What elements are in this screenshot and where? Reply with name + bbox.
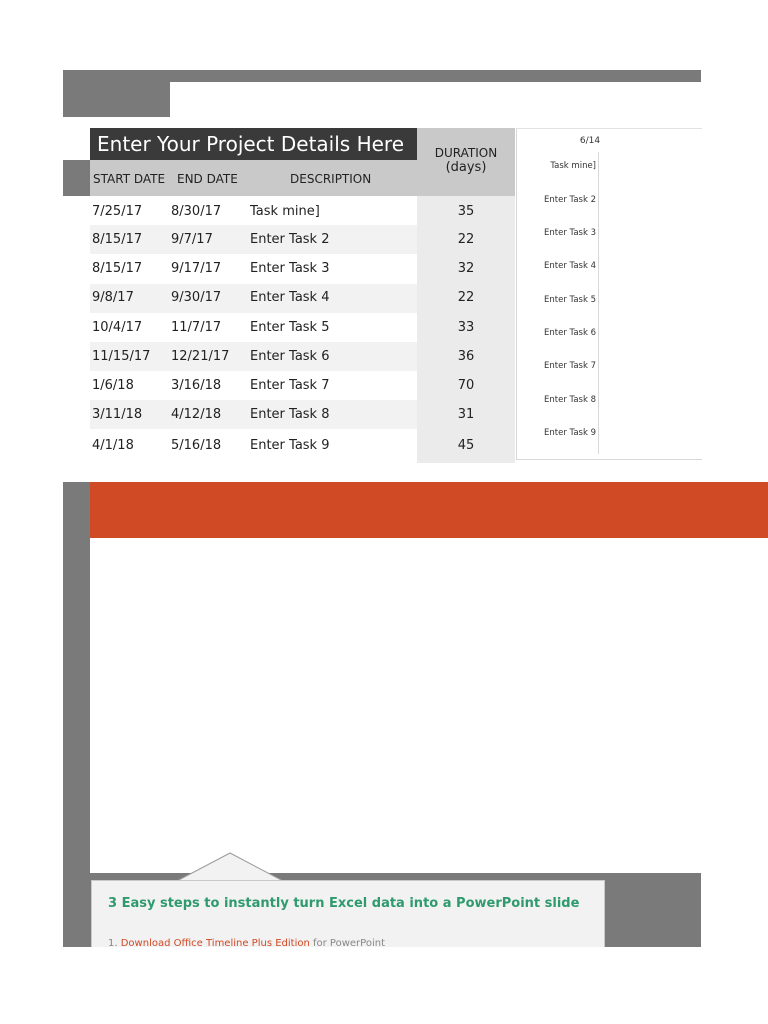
cell-description[interactable]: Enter Task 2	[250, 232, 330, 247]
gantt-preview-panel	[516, 128, 702, 460]
gantt-task-label: Enter Task 5	[544, 295, 596, 305]
gantt-task-label: Enter Task 2	[544, 195, 596, 205]
cell-duration[interactable]: 45	[457, 438, 475, 453]
callout-box	[91, 880, 605, 947]
download-link[interactable]: Download Office Timeline Plus Edition	[120, 938, 310, 947]
cell-description[interactable]: Enter Task 7	[250, 378, 330, 393]
gantt-task-label: Enter Task 4	[544, 261, 596, 271]
gantt-task-label: Task mine]	[550, 161, 596, 171]
cell-end-date[interactable]: 9/30/17	[171, 290, 222, 305]
cell-duration[interactable]: 70	[457, 378, 475, 393]
cell-end-date[interactable]: 3/16/18	[171, 378, 222, 393]
cell-duration[interactable]: 36	[457, 349, 475, 364]
cell-start-date[interactable]: 3/11/18	[92, 407, 143, 422]
cell-end-date[interactable]: 11/7/17	[171, 320, 222, 335]
gantt-task-label: Enter Task 9	[544, 428, 596, 438]
cell-duration[interactable]: 22	[457, 290, 475, 305]
cell-start-date[interactable]: 1/6/18	[92, 378, 134, 393]
cell-duration[interactable]: 22	[457, 232, 475, 247]
header-duration-unit: (days)	[445, 160, 487, 175]
header-start-date: START DATE	[93, 172, 166, 186]
gantt-task-label: Enter Task 3	[544, 228, 596, 238]
callout-pointer-icon	[175, 852, 285, 882]
gantt-task-label: Enter Task 8	[544, 395, 596, 405]
top-grey-block	[63, 82, 170, 117]
step-number: 1.	[108, 938, 118, 947]
cell-end-date[interactable]: 4/12/18	[171, 407, 222, 422]
cell-duration[interactable]: 35	[457, 204, 475, 219]
cell-start-date[interactable]: 8/15/17	[92, 261, 143, 276]
cell-duration[interactable]: 33	[457, 320, 475, 335]
cell-end-date[interactable]: 5/16/18	[171, 438, 222, 453]
gantt-axis-line	[598, 152, 599, 454]
cell-duration[interactable]: 31	[457, 407, 475, 422]
cell-start-date[interactable]: 7/25/17	[92, 204, 143, 219]
gantt-task-label: Enter Task 7	[544, 361, 596, 371]
cell-start-date[interactable]: 8/15/17	[92, 232, 143, 247]
callout-title: 3 Easy steps to instantly turn Excel data into a PowerPoint slide	[108, 896, 580, 911]
cell-end-date[interactable]: 12/21/17	[171, 349, 230, 364]
header-end-date: END DATE	[177, 172, 238, 186]
cell-duration[interactable]: 32	[457, 261, 475, 276]
cell-start-date[interactable]: 4/1/18	[92, 438, 134, 453]
gantt-date-label: 6/14	[579, 136, 601, 146]
cell-description[interactable]: Enter Task 6	[250, 349, 330, 364]
left-grey-rail	[63, 482, 90, 947]
cell-description[interactable]: Enter Task 9	[250, 438, 330, 453]
cell-end-date[interactable]: 9/7/17	[171, 232, 213, 247]
header-description: DESCRIPTION	[290, 172, 372, 186]
cell-description[interactable]: Enter Task 3	[250, 261, 330, 276]
header-duration-label: DURATION	[434, 146, 498, 160]
callout-step-1	[108, 938, 385, 947]
cell-start-date[interactable]: 9/8/17	[92, 290, 134, 305]
cell-description[interactable]: Task mine]	[250, 204, 320, 219]
cell-description[interactable]: Enter Task 8	[250, 407, 330, 422]
cell-description[interactable]: Enter Task 5	[250, 320, 330, 335]
cell-end-date[interactable]: 9/17/17	[171, 261, 222, 276]
top-grey-bar	[63, 70, 701, 82]
left-grey-notch	[63, 160, 90, 196]
gantt-task-label: Enter Task 6	[544, 328, 596, 338]
cell-description[interactable]: Enter Task 4	[250, 290, 330, 305]
cell-end-date[interactable]: 8/30/17	[171, 204, 222, 219]
cell-start-date[interactable]: 11/15/17	[92, 349, 151, 364]
project-title: Enter Your Project Details Here	[90, 128, 417, 160]
cell-start-date[interactable]: 10/4/17	[92, 320, 143, 335]
header-duration	[417, 128, 515, 196]
slide-title-band	[90, 482, 768, 538]
step-text: for PowerPoint	[309, 938, 385, 947]
